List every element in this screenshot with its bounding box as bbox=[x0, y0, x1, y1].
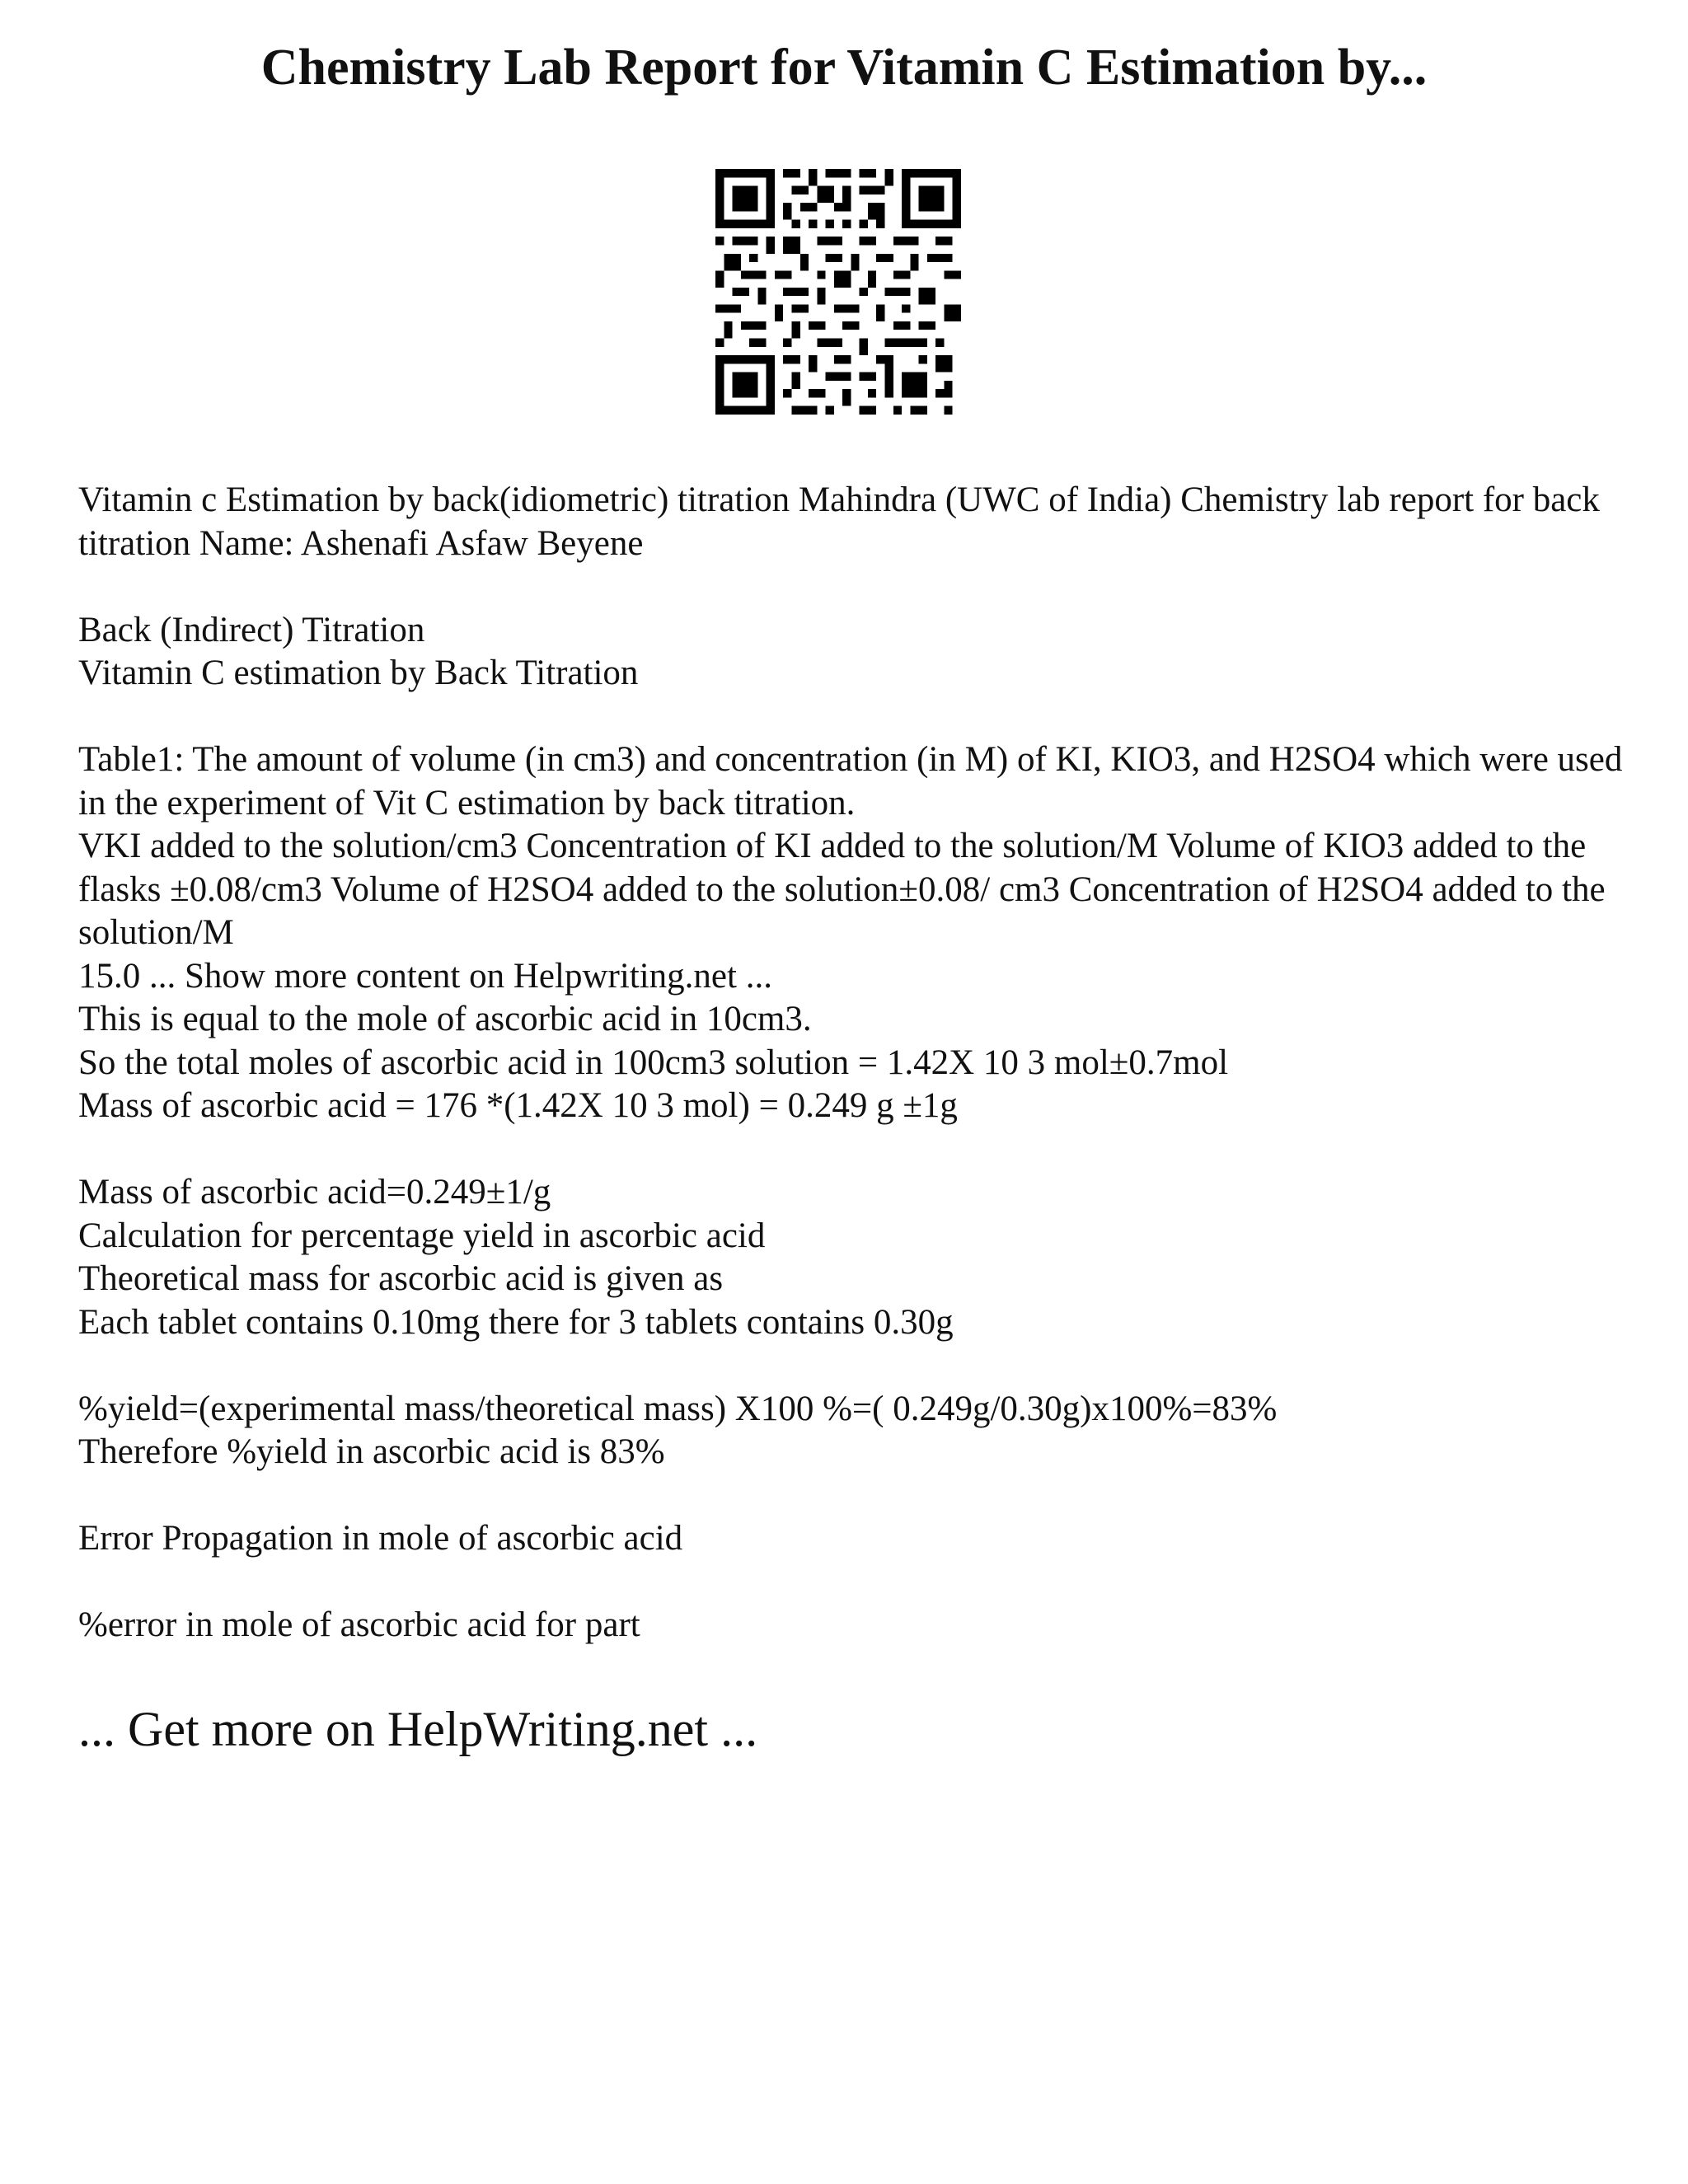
table-headers-text: VKI added to the solution/cm3 Concentration of KI added to the solution/M Volume of KIO3 added to the flasks ±0.08/cm3 Volume of H2SO4 added to the solution±0.08/ cm3 Concentration of H2SO4 added to the solution/M bbox=[78, 827, 1606, 952]
table-caption: Table1: The amount of volume (in cm3) and concentration (in M) of KI, KIO3, and H2SO4 which were used in the experiment of Vit C estimation by back titration. bbox=[78, 740, 1623, 823]
tablet-line: Each tablet contains 0.10mg there for 3 tablets contains 0.30g bbox=[78, 1302, 954, 1342]
spacer bbox=[78, 1344, 1644, 1388]
get-more-link[interactable]: ... Get more on HelpWriting.net ... bbox=[78, 1702, 758, 1756]
yield-result-line: Therefore %yield in ascorbic acid is 83% bbox=[78, 1432, 665, 1471]
section-heading-vitamin-c: Vitamin C estimation by Back Titration bbox=[78, 654, 639, 692]
mass-result-line: Mass of ascorbic acid=0.249±1/g bbox=[78, 1173, 551, 1212]
mass-calculation-line: Mass of ascorbic acid = 176 *(1.42X 10 3 mol) = 0.249 g ±1g bbox=[78, 1086, 958, 1125]
spacer bbox=[78, 1561, 1644, 1605]
qr-code-icon[interactable] bbox=[715, 169, 961, 415]
spacer bbox=[78, 696, 1644, 739]
error-heading: Error Propagation in mole of ascorbic acid bbox=[78, 1519, 683, 1558]
document-body bbox=[78, 479, 1644, 1647]
theoretical-mass-line: Theoretical mass for ascorbic acid is given as bbox=[78, 1259, 724, 1298]
document-title: Chemistry Lab Report for Vitamin C Estimation by... bbox=[260, 40, 1428, 96]
spacer bbox=[78, 1128, 1644, 1172]
yield-heading: Calculation for percentage yield in ascorbic acid bbox=[78, 1216, 766, 1255]
error-part-line: %error in mole of ascorbic acid for part bbox=[78, 1605, 640, 1644]
spacer bbox=[78, 565, 1644, 609]
truncated-content-notice: 15.0 ... Show more content on Helpwriting.net ... bbox=[78, 956, 772, 996]
total-moles-line: So the total moles of ascorbic acid in 100cm3 solution = 1.42X 10 3 mol±0.7mol bbox=[78, 1043, 1229, 1082]
section-heading-back-titration: Back (Indirect) Titration bbox=[78, 610, 425, 649]
intro-paragraph: Vitamin c Estimation by back(idiometric) titration Mahindra (UWC of India) Chemistry lab report for back titration Name: Ashenafi Asfaw Beyene bbox=[78, 480, 1600, 563]
yield-formula-line: %yield=(experimental mass/theoretical mass) X100 %=( 0.249g/0.30g)x100%=83% bbox=[78, 1389, 1278, 1428]
mole-line: This is equal to the mole of ascorbic acid in 10cm3. bbox=[78, 1000, 812, 1038]
spacer bbox=[78, 1474, 1644, 1518]
